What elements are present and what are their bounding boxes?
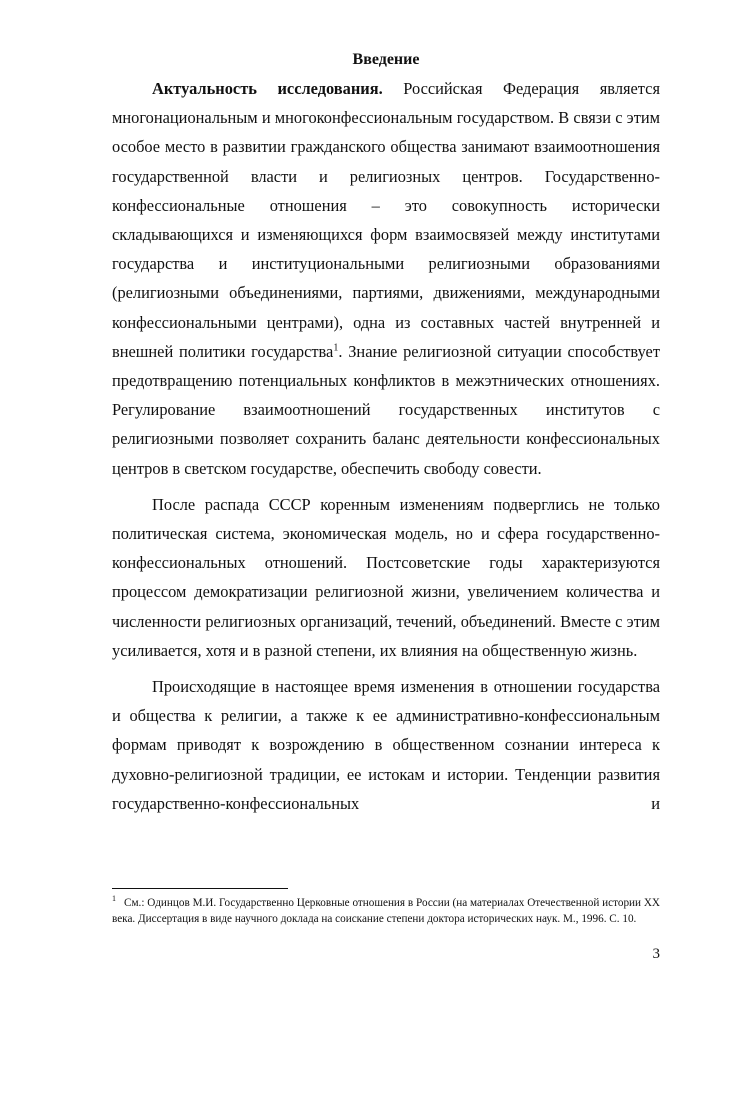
section-heading: Введение: [352, 51, 420, 68]
paragraph-text: Российская Федерация является многонациональным и многоконфессиональным государством. В связи с этим особое место в развитии гражданского общества занимают взаимоотношения государственной власти и религиозных центров. Государственно-конфессиональные отношения – это совокупность исторически складывающихся и изменяющихся форм взаимосвязей между институтами государства и институциональными религиозными образованиями (религиозными объединениями, партиями, движениями, международными конфессиональными центрами), одна из составных частей внутренней и внешней политики государства: [112, 79, 660, 361]
paragraph-relevance: [112, 74, 660, 483]
footnote-reference[interactable]: 1: [333, 342, 339, 354]
footnote-text: См.: Одинцов М.И. Государственно Церковные отношения в России (на материалах Отечественной истории XX века. Диссертация в виде научного доклада на соискание степени доктора исторических наук. М., 1996. С. 10.: [112, 897, 660, 925]
footnote-mark: 1: [112, 894, 116, 904]
footnote: [112, 896, 660, 927]
page-number: 3: [652, 946, 660, 962]
footnote-divider: [112, 888, 288, 889]
paragraph-post-ussr: После распада СССР коренным изменениям подверглись не только политическая система, экономическая модель, но и сфера государственно-конфессиональных отношений. Постсоветские годы характеризуются процессом демократизации религиозной жизни, увеличением количества и численности религиозных организаций, течений, объединений. Вместе с этим усиливается, хотя и в разной степени, их влияния на общественную жизнь.: [112, 494, 660, 660]
document-page: [112, 46, 660, 818]
paragraph-lead: Актуальность исследования.: [152, 79, 383, 98]
paragraph-text-continued: . Знание религиозной ситуации способствует предотвращению потенциальных конфликтов в межэтнических отношениях. Регулирование взаимоотношений государственных институтов с религиозными позволяет сохранить баланс деятельности конфессиональных центров в светском государстве, обеспечить свободу совести.: [112, 341, 660, 478]
paragraph-changes: Происходящие в настоящее время изменения в отношении государства и общества к религии, а также к ее административно-конфессиональным формам приводят к возрождению в общественном сознании интереса к духовно-религиозной традиции, ее истокам и истории. Тенденции развития государственно-конфессиональных и: [112, 677, 660, 813]
